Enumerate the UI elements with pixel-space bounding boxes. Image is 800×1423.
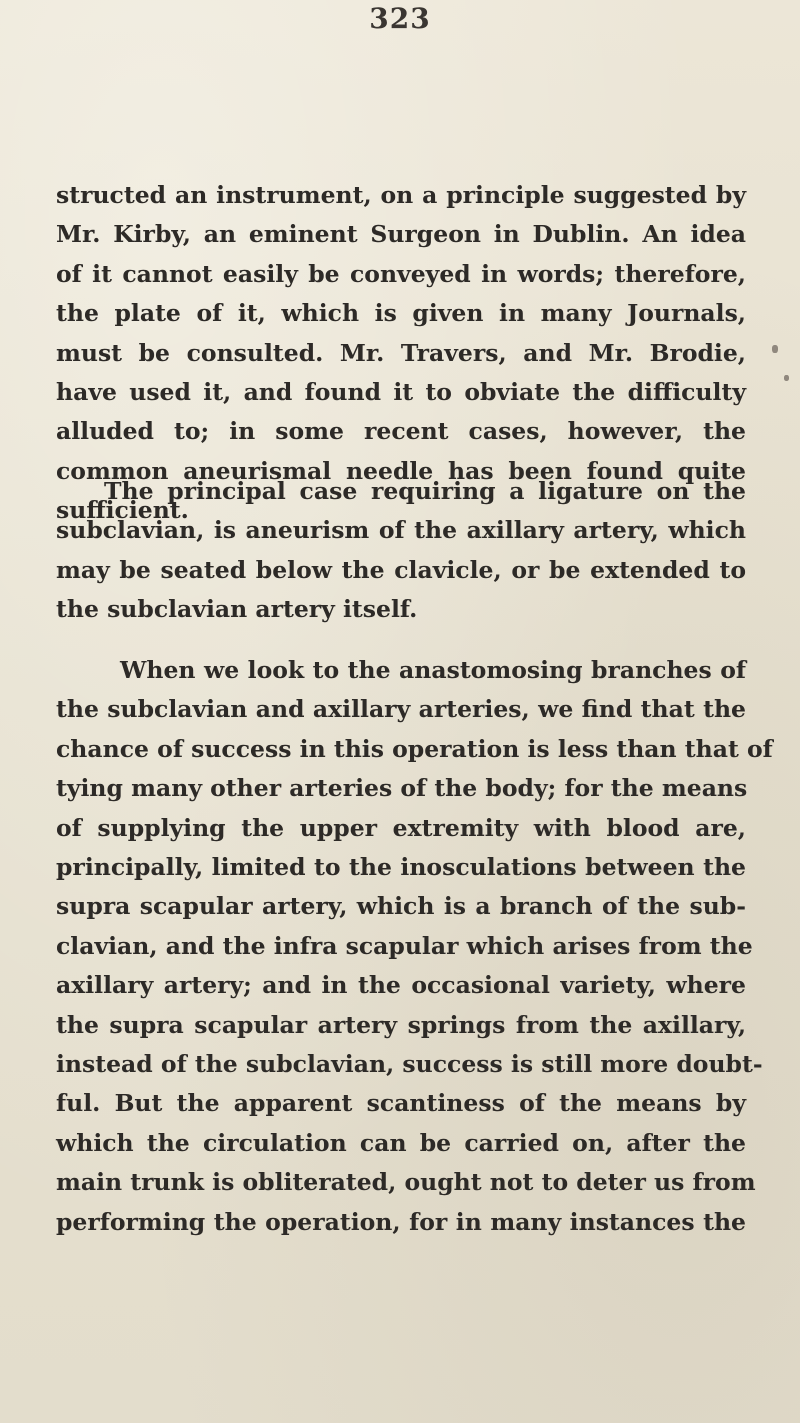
text-line: have used it, and found it to obviate the difficulty <box>56 378 746 407</box>
text-line: clavian, and the infra scapular which arises from the <box>56 931 753 960</box>
text-line: supra scapular artery, which is a branch of the sub- <box>56 892 746 921</box>
text-line: main trunk is obliterated, ought not to deter us from <box>56 1168 756 1197</box>
text-line: common aneurismal needle has been found quite <box>56 456 746 485</box>
text-line: the subclavian and axillary arteries, we find that the <box>56 695 746 724</box>
text-line: which the circulation can be carried on, after the <box>56 1128 746 1157</box>
text-line: principally, limited to the inosculations between the <box>56 853 746 882</box>
text-line: of supplying the upper extremity with blood are, <box>56 813 746 842</box>
text-line: tying many other arteries of the body; for the means <box>56 774 748 803</box>
text-line: of it cannot easily be conveyed in words; therefore, <box>56 259 746 288</box>
text-line: must be consulted. Mr. Travers, and Mr. Brodie, <box>56 338 746 367</box>
text-line: sufficient. <box>56 496 189 525</box>
text-line: may be seated below the clavicle, or be extended to <box>56 555 746 584</box>
text-line: subclavian, is aneurism of the axillary artery, which <box>56 516 746 545</box>
text-line: When we look to the anastomosing branches of <box>120 656 746 684</box>
text-line: The principal case requiring a ligature on the <box>104 477 746 505</box>
paper-speck <box>772 345 778 353</box>
page-number: 323 <box>369 2 431 35</box>
paper-speck <box>784 375 789 381</box>
text-line: Mr. Kirby, an eminent Surgeon in Dublin. An idea <box>56 220 746 249</box>
text-line: ful. But the apparent scantiness of the means by <box>56 1089 746 1118</box>
paragraph-3 <box>56 651 773 1242</box>
text-line: axillary artery; and in the occasional variety, where <box>56 971 746 1000</box>
text-line: structed an instrument, on a principle suggested by <box>56 181 746 209</box>
paragraph-2 <box>56 472 746 630</box>
text-line: instead of the subclavian, success is still more doubt- <box>56 1050 763 1079</box>
text-line: chance of success in this operation is less than that of <box>56 734 773 763</box>
text-line: the plate of it, which is given in many Journals, <box>56 299 746 328</box>
text-line: performing the operation, for in many instances the <box>56 1207 746 1236</box>
text-line: the supra scapular artery springs from the axillary, <box>56 1010 746 1039</box>
text-line: the subclavian artery itself. <box>56 595 418 624</box>
text-line: alluded to; in some recent cases, however, the <box>56 417 746 446</box>
